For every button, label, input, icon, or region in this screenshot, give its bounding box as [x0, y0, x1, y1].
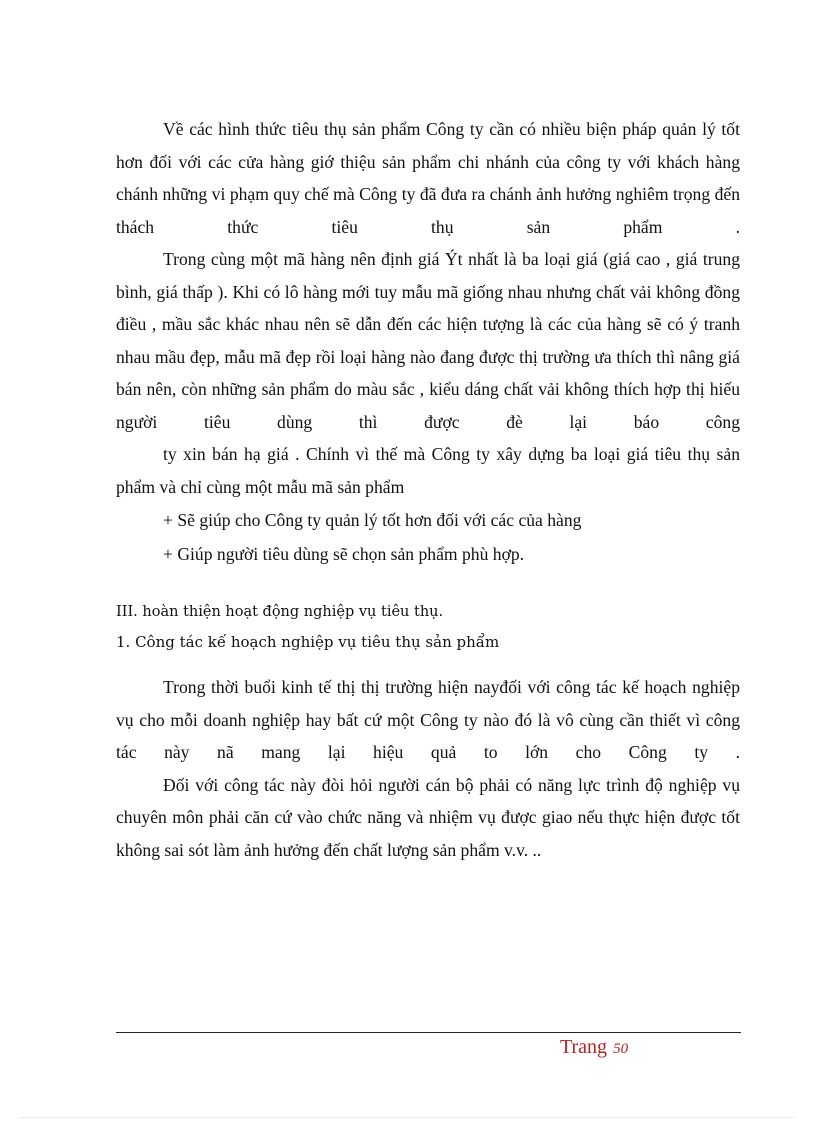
paragraph-sales-forms: Về các hình thức tiêu thụ sản phẩm Công ty cần có nhiều biện pháp quản lý tốt hơn đối với các cửa hàng giớ thiệu sản phẩm chi nhánh của công ty với khách hàng chánh những vi phạm quy chế mà Công ty đã đưa ra chánh ảnh hưởng nghiêm trọng đến thách thức tiêu thụ sản phẩm . [116, 119, 740, 237]
page-label: Trang [560, 1036, 608, 1058]
spacer [116, 657, 740, 671]
footer-rule [116, 1032, 741, 1033]
spacer [116, 571, 740, 597]
page-edge-divider [20, 1117, 796, 1118]
paragraph-pricing-continued: ty xin bán hạ giá . Chính vì thế mà Công ty xây dựng ba loại giá tiêu thụ sản phẩm và chỉ cùng một mẫu mã sản phẩm [116, 444, 740, 497]
paragraph-planning: Trong thời buổi kinh tế thị thị trường hiện nayđối với công tác kế hoạch nghiệp vụ cho mỗi doanh nghiệp hay bất cứ một Công ty nào đó là vô cùng cần thiết vì công tác này nã mang lại hiệu quả to lớn cho Công ty . [116, 677, 740, 762]
body-text [116, 113, 740, 866]
paragraph-pricing: Trong cùng một mã hàng nên định giá Ýt nhất là ba loại giá (giá cao , giá trung bình, giá thấp ). Khi có lô hàng mới tuy mẫu mã giống nhau nhưng chất vải không đồng điều , mầu sắc khác nhau nên sẽ dẫn đến các hiện tượng là các của hàng sẽ có ý tranh nhau mầu đẹp, mẫu mã đẹp rồi loại hàng nào đang được thị trường ưa thích thì nâng giá bán nên, còn những sản phẩm do màu sắc , kiểu dáng chất vải không thích hợp thị hiếu người tiêu dùng thì được đè lại báo công [116, 249, 740, 432]
page-number: 50 [613, 1041, 629, 1057]
subsection-heading: 1. Công tác kế hoạch nghiệp vụ tiêu thụ sản phẩm [116, 633, 500, 651]
section-heading: III. hoàn thiện hoạt động nghiệp vụ tiêu thụ. [116, 604, 444, 620]
bullet-consumer-choice: + Giúp người tiêu dùng sẽ chọn sản phẩm phù hợp. [163, 544, 525, 564]
bullet-store-management: + Sẽ giúp cho Công ty quản lý tốt hơn đối với các của hàng [163, 510, 582, 530]
page-footer [560, 1036, 628, 1059]
paragraph-staff-requirements: Đối với công tác này đòi hỏi người cán bộ phải có năng lực trình độ nghiệp vụ chuyên môn phải căn cứ vào chức năng và nhiệm vụ được giao nếu thực hiện được tốt không sai sót làm ảnh hưởng đến chất lượng sản phẩm v.v. .. [116, 774, 740, 860]
